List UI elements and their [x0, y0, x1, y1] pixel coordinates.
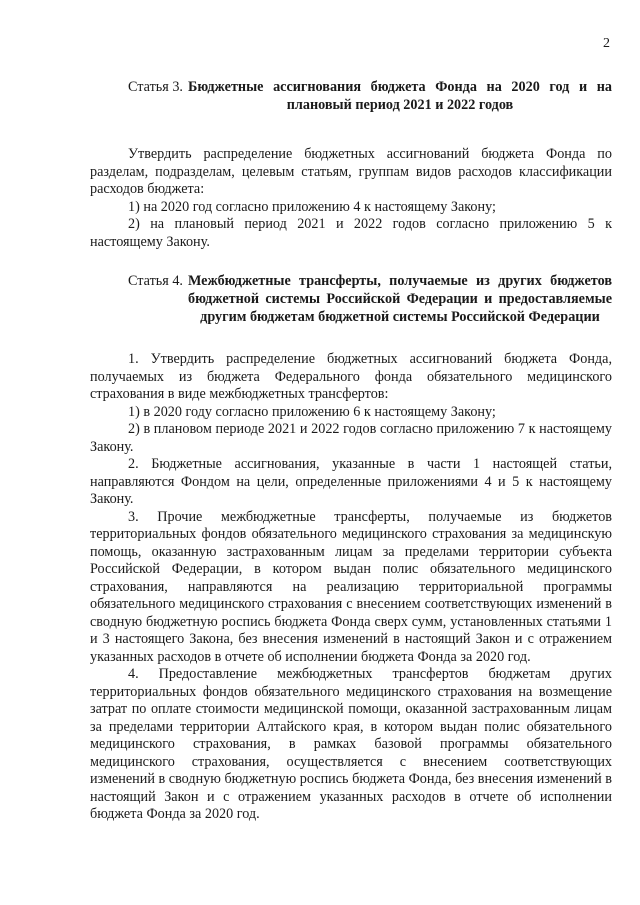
article-4-paragraph: 3. Прочие межбюджетные трансферты, получаемые из бюджетов территориальных фондов обязательного медицинского страхования за медицинскую помощь, оказанную застрахованным лицам за пределами территории субъекта Российской Федерации, в котором выдан полис обязательного медицинского страхования, направляются на реализацию территориальной программы обязательного медицинского страхования с внесением соответствующих изменений в сводную бюджетную роспись бюджета Фонда сверх сумм, установленных статьями 1 и 3 настоящего Закона, без внесения изменений в настоящий Закон и с отражением указанных расходов в отчете об исполнении бюджета Фонда за 2020 год.	[90, 508, 612, 665]
article-4	[90, 272, 612, 824]
article-4-paragraph: 1) в 2020 году согласно приложению 6 к настоящему Закону;	[128, 403, 496, 420]
page-number: 2	[603, 36, 610, 51]
article-3-label: Статья 3.	[128, 79, 183, 95]
article-4-title: Межбюджетные трансферты, получаемые из других бюджетов бюджетной системы Российской Федерации и предоставляемые другим бюджетам бюджетной системы Российской Федерации	[187, 273, 612, 325]
article-3	[90, 78, 612, 251]
article-4-paragraph: 2) в плановом периоде 2021 и 2022 годов согласно приложению 7 к настоящему Закону.	[90, 421, 612, 455]
article-3-paragraph: 2) на плановый период 2021 и 2022 годов согласно приложению 5 к настоящему Закону.	[90, 216, 612, 250]
article-4-heading	[90, 272, 612, 326]
article-4-paragraph: 2. Бюджетные ассигнования, указанные в части 1 настоящей статьи, направляются Фондом на цели, определенные приложениями 4 и 5 к настоящему Закону.	[90, 456, 612, 507]
article-3-paragraph: 1) на 2020 год согласно приложению 4 к настоящему Закону;	[128, 198, 496, 215]
article-3-paragraph: Утвердить распределение бюджетных ассигнований бюджета Фонда по разделам, подразделам, целевым статьям, группам видов расходов классификации расходов бюджета:	[90, 146, 612, 197]
article-4-label: Статья 4.	[128, 273, 183, 289]
document-body	[90, 78, 612, 824]
article-4-paragraph: 4. Предоставление межбюджетных трансфертов бюджетам других территориальных фондов обязательного медицинского страхования на возмещение затрат по оплате стоимости медицинской помощи, оказанной застрахованным лицам за пределами территории Алтайского края, в котором выдан полис обязательного медицинского страхования, в рамках базовой программы обязательного медицинского страхования, осуществляется с внесением соответствующих изменений в сводную бюджетную роспись бюджета Фонда, без внесения изменений в настоящий Закон и с отражением указанных расходов в отчете об исполнении бюджета Фонда за 2020 год.	[90, 666, 612, 822]
article-3-title: Бюджетные ассигнования бюджета Фонда на 2020 год и на плановый период 2021 и 2022 годов	[187, 79, 612, 113]
article-3-heading	[90, 78, 612, 114]
article-4-paragraph: 1. Утвердить распределение бюджетных ассигнований бюджета Фонда, получаемых из бюджета Федерального фонда обязательного медицинского страхования в виде межбюджетных трансфертов:	[90, 351, 612, 402]
